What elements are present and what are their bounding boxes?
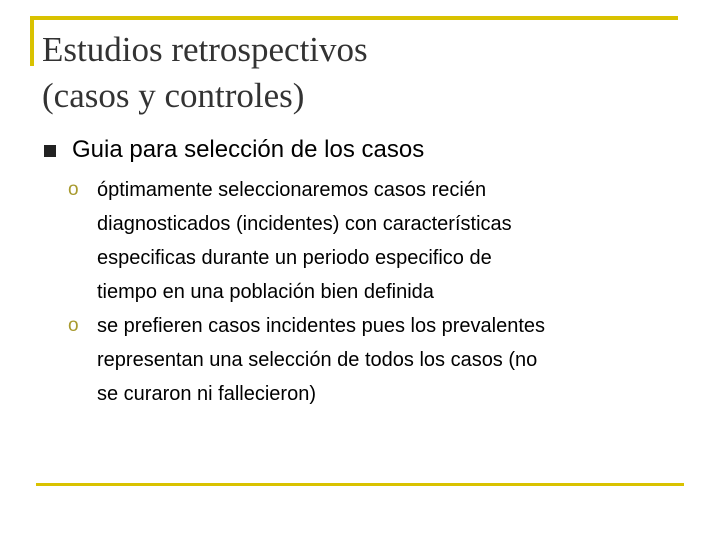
main-bullet-text: Guia para selección de los casos — [72, 136, 425, 163]
sub-bullet-list — [68, 173, 708, 411]
sub-bullet-1-line-3: especificas durante un periodo especifico de — [97, 247, 492, 269]
circle-bullet-icon: o — [68, 315, 79, 336]
bottom-accent-rule — [36, 483, 684, 486]
sub-bullet-1 — [68, 173, 708, 309]
sub-bullet-2 — [68, 309, 708, 411]
title-line-1: Estudios retrospectivos — [42, 30, 368, 69]
sub-bullet-1-line-2: diagnosticados (incidentes) con características — [97, 213, 512, 235]
left-accent-rule — [30, 16, 34, 66]
sub-bullet-2-text — [97, 309, 708, 411]
title-line-2: (casos y controles) — [42, 76, 305, 115]
slide-title — [42, 27, 672, 119]
square-bullet-icon — [44, 145, 56, 157]
circle-bullet-icon: o — [68, 179, 79, 200]
sub-bullet-1-text — [97, 173, 708, 309]
top-accent-rule — [30, 16, 678, 20]
sub-bullet-2-line-1: se prefieren casos incidentes pues los prevalentes — [97, 315, 546, 337]
sub-bullet-1-line-4: tiempo en una población bien definida — [97, 281, 434, 303]
sub-bullet-2-line-3: se curaron ni fallecieron) — [97, 383, 316, 405]
sub-bullet-2-line-2: representan una selección de todos los casos (no — [97, 349, 538, 371]
sub-bullet-1-line-1: óptimamente seleccionaremos casos recién — [97, 179, 487, 201]
